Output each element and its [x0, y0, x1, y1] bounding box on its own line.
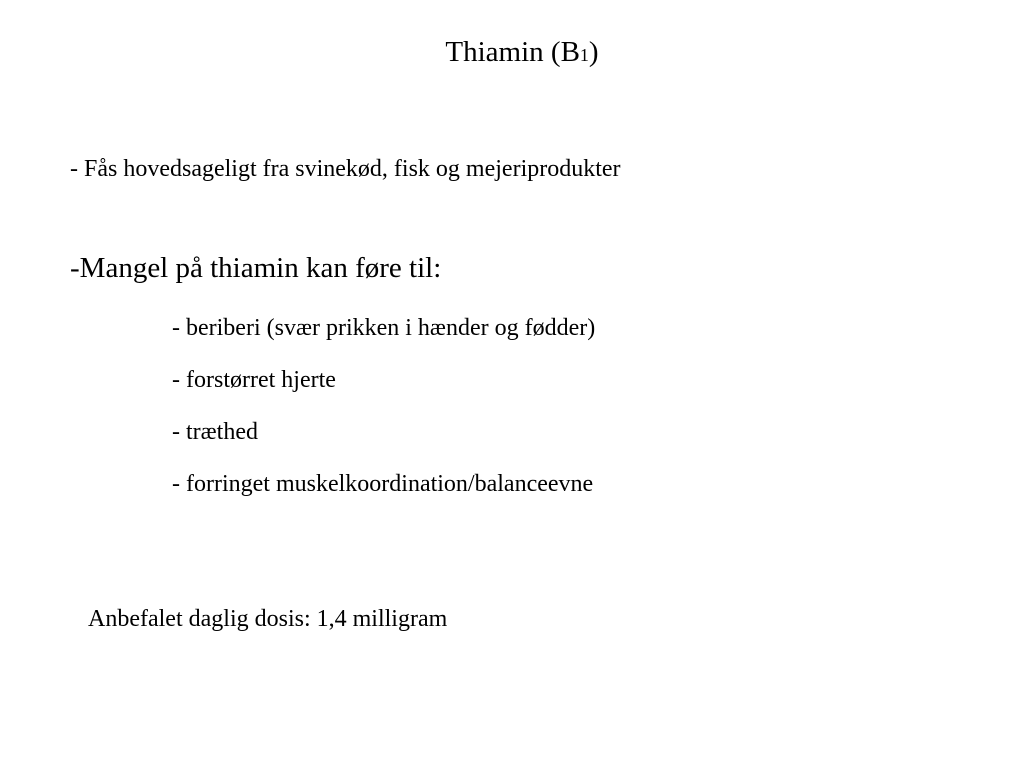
symptom-item-coordination: - forringet muskelkoordination/balanceevne: [172, 471, 594, 497]
source-line: - Fås hovedsageligt fra svinekød, fisk og mejeriprodukter: [70, 156, 621, 182]
deficiency-heading: -Mangel på thiamin kan føre til:: [70, 252, 442, 284]
symptom-list: [172, 313, 595, 521]
title-closing: ): [588, 36, 599, 68]
slide-title: [0, 34, 1024, 73]
recommended-dose: Anbefalet daglig dosis: 1,4 milligram: [88, 606, 448, 632]
title-subscript: 1: [579, 45, 589, 65]
symptom-item-fatigue: - træthed: [172, 419, 258, 445]
symptom-item-beriberi: - beriberi (svær prikken i hænder og fødder): [172, 315, 596, 341]
title-text: Thiamin (B: [445, 36, 580, 68]
symptom-item-enlarged-heart: - forstørret hjerte: [172, 367, 336, 393]
